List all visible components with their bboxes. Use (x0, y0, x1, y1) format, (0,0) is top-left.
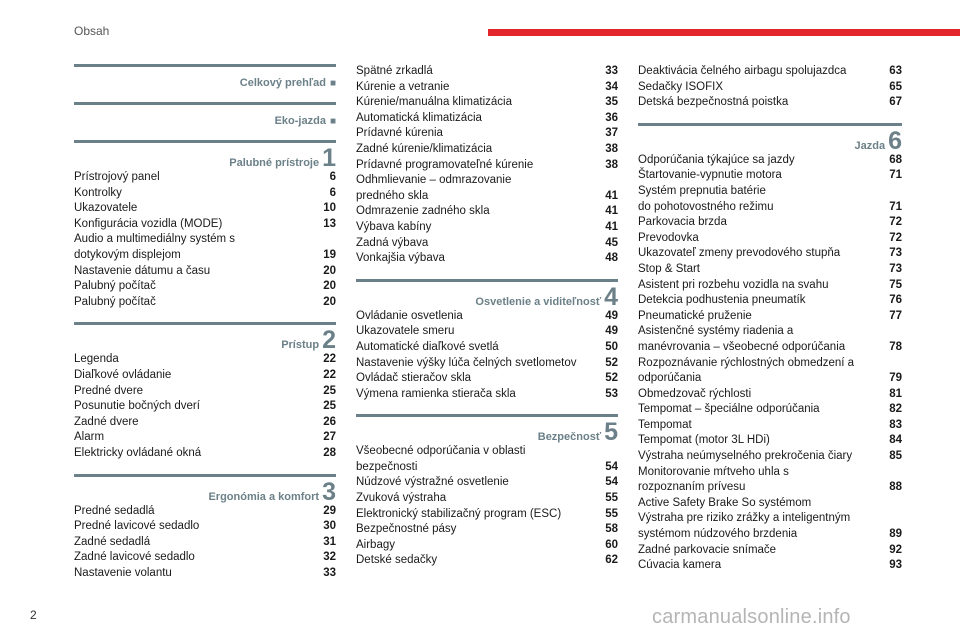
toc-entry[interactable] (638, 246, 902, 262)
toc-entry-text: Elektricky ovládané okná (74, 446, 202, 459)
toc-entry[interactable] (638, 184, 902, 200)
toc-entry-text: Nastavenie volantu (74, 566, 172, 579)
toc-entry-text: Cúvacia kamera (638, 559, 722, 572)
toc-entry[interactable] (638, 402, 902, 418)
toc-entry[interactable] (74, 170, 336, 186)
toc-entry-page: 22 (323, 353, 336, 366)
toc-entry[interactable] (356, 126, 618, 142)
section-title: Palubné prístroje (229, 157, 320, 169)
toc-entry-page: 50 (605, 340, 618, 353)
toc-entry-text: Elektronický stabilizačný program (ESC) (356, 507, 562, 520)
toc-entry[interactable] (356, 173, 618, 189)
toc-entry-text: Detekcia podhustenia pneumatík (638, 294, 806, 307)
toc-entry[interactable] (638, 293, 902, 309)
section-title: Prístup (281, 339, 320, 352)
toc-entry-page: 76 (889, 294, 902, 307)
toc-entry-page: 85 (889, 450, 902, 463)
toc-entry-page: 25 (323, 400, 336, 413)
toc-entry[interactable] (638, 168, 902, 184)
toc-entry-page: 83 (889, 418, 902, 431)
toc-entry-text: Rozpoznávanie rýchlostných obmedzení a (638, 356, 855, 369)
toc-entry-text: Systém prepnutia batérie (638, 184, 766, 197)
toc-entry[interactable] (356, 204, 618, 220)
toc-entry-page: 72 (889, 216, 902, 229)
toc-entry-text: Ukazovatele smeru (356, 325, 455, 338)
toc-entry[interactable] (356, 236, 618, 252)
toc-entry-text: Palubný počítač (74, 280, 156, 293)
toc-entry-page: 78 (889, 340, 902, 353)
entry-list (638, 64, 902, 111)
toc-entry[interactable] (356, 189, 618, 205)
toc-entry-text: Tempomat – špeciálne odporúčania (638, 403, 820, 416)
toc-entry-text: Prístrojový panel (74, 171, 160, 183)
toc-entry-text: Predné dvere (74, 384, 144, 397)
toc-entry[interactable] (638, 262, 902, 278)
toc-entry-page: 53 (605, 387, 618, 400)
toc-entry[interactable] (356, 111, 618, 127)
toc-entry-text: Sedačky ISOFIX (638, 80, 724, 93)
toc-entry-text: Active Safety Brake So systémom (638, 496, 812, 509)
toc-entry-text: Zadné dvere (74, 415, 139, 428)
toc-entry-text: Monitorovanie mŕtveho uhla s (638, 465, 789, 478)
toc-entry[interactable] (356, 356, 618, 372)
toc-entry-page: 84 (889, 434, 902, 447)
section-header[interactable] (74, 140, 336, 170)
toc-entry-page: 54 (605, 460, 618, 473)
toc-entry[interactable] (638, 95, 902, 111)
toc-column-2 (356, 64, 618, 581)
toc-entry[interactable] (638, 465, 902, 481)
toc-entry-page: 29 (323, 504, 336, 517)
toc-entry[interactable] (356, 522, 618, 538)
toc-entry-text: do pohotovostného režimu (638, 200, 774, 213)
section-number: 3 (322, 477, 336, 506)
toc-entry-page: 6 (329, 186, 336, 199)
toc-entry-page: 68 (889, 153, 902, 166)
toc-entry[interactable] (356, 387, 618, 403)
toc-entry[interactable] (638, 64, 902, 80)
toc-entry-page: 22 (323, 368, 336, 381)
toc-entry[interactable] (74, 248, 336, 264)
toc-entry-page: 19 (323, 248, 336, 261)
section-header[interactable] (638, 123, 902, 153)
toc-entry-page: 35 (605, 96, 618, 109)
section-title: Celkový prehľad (239, 77, 326, 89)
toc-entry[interactable] (638, 527, 902, 543)
toc-entry[interactable] (638, 543, 902, 559)
toc-entry[interactable] (74, 368, 336, 384)
toc-entry-page: 67 (889, 96, 902, 109)
toc-entry-text: Kontrolky (74, 186, 122, 199)
toc-entry[interactable] (638, 387, 902, 403)
toc-entry-text: Zadné kúrenie/klimatizácia (356, 142, 493, 155)
toc-entry-text: Kúrenie a vetranie (356, 80, 450, 93)
toc-entry[interactable] (638, 340, 902, 356)
section-header[interactable] (356, 279, 618, 309)
section-title: Bezpečnosť (537, 431, 602, 444)
toc-entry-text: Deaktivácia čelného airbagu spolujazdca (638, 65, 847, 77)
toc-entry[interactable] (356, 460, 618, 476)
toc-entry[interactable] (638, 215, 902, 231)
toc-entry-text: bezpečnosti (356, 460, 418, 473)
toc-entry[interactable] (638, 324, 902, 340)
toc-entry-page: 93 (889, 559, 902, 572)
toc-entry-page: 31 (323, 535, 336, 548)
toc-entry[interactable] (74, 535, 336, 551)
toc-entry-text: Predné lavicové sedadlo (74, 520, 200, 533)
page-header-title: Obsah (74, 24, 110, 38)
toc-entry[interactable] (356, 324, 618, 340)
toc-entry-text: Vonkajšia výbava (356, 252, 445, 265)
toc-entry-page: 6 (329, 171, 336, 183)
toc-entry-text: Predné sedadlá (74, 504, 155, 517)
toc-entry-text: Detské sedačky (356, 554, 438, 567)
toc-entry-page: 33 (605, 65, 618, 77)
toc-entry-page: 32 (323, 551, 336, 564)
toc-entry-text: Automatická klimatizácia (356, 111, 482, 124)
toc-entry-page: 36 (605, 111, 618, 124)
toc-entry[interactable] (356, 444, 618, 460)
toc-entry-page: 13 (323, 217, 336, 230)
toc-entry-page: 20 (323, 295, 336, 308)
section-title: Jazda (854, 139, 886, 152)
toc-entry-text: Zvuková výstraha (356, 492, 447, 505)
toc-entry[interactable] (356, 371, 618, 387)
toc-entry-page: 38 (605, 158, 618, 171)
toc-entry-page: 34 (605, 80, 618, 93)
toc-entry-text: Diaľkové ovládanie (74, 368, 172, 381)
toc-entry-text: Detská bezpečnostná poistka (638, 96, 789, 109)
toc-entry-text: Posunutie bočných dverí (74, 400, 200, 413)
toc-entry-text: Zadná výbava (356, 236, 429, 249)
toc-entry-page: 55 (605, 492, 618, 505)
toc-entry[interactable] (356, 64, 618, 80)
toc-entry[interactable] (638, 278, 902, 294)
toc-entry-page: 82 (889, 403, 902, 416)
toc-entry-text: Štartovanie-vypnutie motora (638, 169, 782, 182)
toc-entry-page: 63 (889, 65, 902, 77)
section-header[interactable] (74, 64, 336, 90)
toc-entry-text: dotykovým displejom (74, 248, 181, 261)
square-icon: ■ (329, 78, 336, 89)
toc-entry-text: Prevodovka (638, 231, 699, 244)
toc-entry-page: 10 (323, 202, 336, 215)
toc-entry-text: rozpoznaním prívesu (638, 481, 746, 494)
entry-list (74, 504, 336, 582)
toc-entry[interactable] (638, 371, 902, 387)
toc-entry-text: Odmrazenie zadného skla (356, 205, 490, 218)
section-2 (74, 322, 336, 461)
entry-list (638, 153, 902, 574)
section-title: Ergonómia a komfort (208, 490, 320, 503)
toc-entry-page: 52 (605, 372, 618, 385)
toc-entry-text: Audio a multimediálny systém s (74, 233, 236, 246)
toc-entry-page: 25 (323, 384, 336, 397)
toc-entry-page: 37 (605, 127, 618, 140)
toc-entry[interactable] (356, 95, 618, 111)
section-title: Eko-jazda (274, 115, 326, 127)
toc-entry[interactable] (74, 504, 336, 520)
toc-entry-page: 73 (889, 247, 902, 260)
section-6 (638, 123, 902, 574)
toc-entry-text: Zadné sedadlá (74, 535, 151, 548)
toc-entry-page: 48 (605, 252, 618, 265)
toc-entry[interactable] (74, 217, 336, 233)
section-header[interactable] (74, 474, 336, 504)
toc-entry-text: Ukazovatele (74, 202, 138, 215)
section-title: Osvetlenie a viditeľnosť (475, 295, 602, 308)
toc-entry[interactable] (74, 550, 336, 566)
section-header[interactable] (74, 102, 336, 128)
toc-entry-text: Tempomat (motor 3L HDi) (638, 434, 770, 447)
section-1 (74, 140, 336, 310)
toc-entry-text: predného skla (356, 189, 429, 202)
section-number: 1 (322, 144, 336, 172)
toc-entry[interactable] (638, 433, 902, 449)
toc-entry-text: Prídavné kúrenia (356, 127, 443, 140)
toc-entry[interactable] (74, 399, 336, 415)
toc-entry-text: manévrovania – všeobecné odporúčania (638, 340, 846, 353)
toc-entry-text: systémom núdzového brzdenia (638, 528, 798, 541)
toc-entry-text: Bezpečnostné pásy (356, 523, 457, 536)
square-icon: ■ (329, 116, 336, 127)
toc-entry[interactable] (356, 538, 618, 554)
toc-entry-page: 28 (323, 446, 336, 459)
toc-entry-page: 77 (889, 309, 902, 322)
toc-entry[interactable] (638, 480, 902, 496)
section-3 (74, 474, 336, 582)
section-5 (356, 414, 618, 569)
toc-entry[interactable] (356, 158, 618, 174)
toc-entry-page: 45 (605, 236, 618, 249)
toc-entry[interactable] (74, 415, 336, 431)
section-eko (74, 102, 336, 128)
section-number: 4 (604, 282, 618, 311)
toc-entry-text: Zadné lavicové sedadlo (74, 551, 195, 564)
toc-column-3 (638, 64, 902, 586)
toc-entry-page: 49 (605, 309, 618, 322)
section-number: 5 (604, 418, 618, 447)
toc-entry[interactable] (356, 491, 618, 507)
toc-entry-text: Alarm (74, 431, 105, 444)
entry-list (356, 444, 618, 569)
section-4 (356, 279, 618, 403)
toc-entry-page: 30 (323, 520, 336, 533)
section-number: 6 (888, 126, 902, 155)
entry-list (356, 64, 618, 267)
toc-entry-text: Ovládanie osvetlenia (356, 309, 463, 322)
toc-entry-page: 38 (605, 142, 618, 155)
toc-entry-text: odporúčania (638, 372, 702, 385)
toc-entry[interactable] (638, 309, 902, 325)
toc-entry-text: Konfigurácia vozidla (MODE) (74, 217, 223, 230)
toc-entry[interactable] (356, 309, 618, 325)
watermark: carmanualsonline.info (652, 606, 851, 628)
toc-entry[interactable] (74, 186, 336, 202)
toc-entry[interactable] (638, 200, 902, 216)
entry-list (74, 352, 336, 461)
toc-entry-page: 27 (323, 431, 336, 444)
toc-entry-text: Prídavné programovateľné kúrenie (356, 158, 534, 171)
toc-entry[interactable] (74, 279, 336, 295)
entry-list (356, 309, 618, 403)
toc-entry[interactable] (74, 295, 336, 311)
toc-entry-text: Výstraha neúmyselného prekročenia čiary (638, 450, 853, 463)
toc-entry-page: 62 (605, 554, 618, 567)
toc-entry-text: Stop & Start (638, 262, 701, 275)
toc-entry-page: 49 (605, 325, 618, 338)
toc-entry[interactable] (356, 475, 618, 491)
toc-entry-page: 92 (889, 543, 902, 556)
toc-entry-text: Nastavenie dátumu a času (74, 264, 211, 277)
toc-entry[interactable] (74, 201, 336, 217)
section-number: 2 (322, 326, 336, 355)
toc-entry[interactable] (356, 507, 618, 523)
toc-entry-text: Výstraha pre riziko zrážky a inteligentným (638, 512, 851, 525)
section-header[interactable] (356, 414, 618, 447)
toc-entry-page: 52 (605, 356, 618, 369)
toc-entry[interactable] (638, 449, 902, 465)
entry-list (74, 170, 336, 310)
toc-entry[interactable] (74, 264, 336, 280)
toc-entry[interactable] (638, 231, 902, 247)
toc-entry-text: Výbava kabíny (356, 220, 432, 233)
toc-entry[interactable] (74, 446, 336, 462)
toc-entry-page: 33 (323, 566, 336, 579)
toc-entry[interactable] (74, 430, 336, 446)
toc-entry-page: 26 (323, 415, 336, 428)
toc-entry[interactable] (356, 340, 618, 356)
page-number: 2 (30, 608, 37, 622)
toc-entry[interactable] (74, 384, 336, 400)
toc-entry[interactable] (638, 153, 902, 169)
toc-entry-page: 88 (889, 481, 902, 494)
toc-entry-page: 41 (605, 189, 618, 202)
toc-entry-text: Núdzové výstražné osvetlenie (356, 476, 509, 489)
section-prehlad (74, 64, 336, 90)
toc-entry-page: 54 (605, 476, 618, 489)
toc-entry-text: Výmena ramienka stierača skla (356, 387, 516, 400)
toc-entry[interactable] (74, 566, 336, 582)
toc-entry-page: 65 (889, 80, 902, 93)
toc-entry[interactable] (356, 553, 618, 569)
toc-entry-text: Palubný počítač (74, 295, 156, 308)
toc-entry-page: 72 (889, 231, 902, 244)
toc-entry[interactable] (74, 519, 336, 535)
toc-entry-page: 89 (889, 528, 902, 541)
toc-entry-text: Automatické diaľkové svetlá (356, 340, 499, 353)
toc-entry-text: Obmedzovač rýchlosti (638, 387, 752, 400)
toc-entry-text: Asistent pri rozbehu vozidla na svahu (638, 278, 829, 291)
toc-entry-page: 41 (605, 205, 618, 218)
toc-entry-page: 71 (889, 169, 902, 182)
toc-entry-text: Všeobecné odporúčania v oblasti (356, 445, 526, 458)
toc-entry-page: 55 (605, 507, 618, 520)
toc-entry-text: Airbagy (356, 538, 395, 551)
toc-entry-text: Zadné parkovacie snímače (638, 543, 777, 556)
toc-entry-page: 60 (605, 538, 618, 551)
toc-entry[interactable] (356, 142, 618, 158)
toc-column-1 (74, 64, 336, 593)
section-header[interactable] (74, 322, 336, 355)
toc-entry-text: Asistenčné systémy riadenia a (638, 325, 794, 338)
header-red-bar (488, 29, 960, 36)
toc-entry-text: Odhmlievanie – odmrazovanie (356, 174, 512, 187)
toc-entry-text: Ovládač stieračov skla (356, 372, 472, 385)
toc-entry-page: 58 (605, 523, 618, 536)
toc-entry-text: Spätné zrkadlá (356, 65, 433, 77)
toc-entry-text: Nastavenie výšky lúča čelných svetlometov (356, 356, 577, 369)
toc-entry-text: Ukazovateľ zmeny prevodového stupňa (638, 247, 841, 260)
toc-entry[interactable] (74, 352, 336, 368)
toc-entry-page: 75 (889, 278, 902, 291)
toc-entry[interactable] (356, 80, 618, 96)
toc-entry-text: Kúrenie/manuálna klimatizácia (356, 96, 512, 109)
toc-entry-page: 41 (605, 220, 618, 233)
toc-entry[interactable] (638, 496, 902, 512)
toc-entry[interactable] (356, 251, 618, 267)
toc-entry[interactable] (638, 80, 902, 96)
toc-entry[interactable] (638, 356, 902, 372)
toc-entry-text: Odporúčania týkajúce sa jazdy (638, 153, 795, 166)
toc-entry-text: Parkovacia brzda (638, 216, 727, 229)
toc-entry-text: Legenda (74, 353, 119, 366)
toc-entry-page: 71 (889, 200, 902, 213)
toc-entry-page: 20 (323, 280, 336, 293)
toc-entry-page: 73 (889, 262, 902, 275)
toc-entry-page: 81 (889, 387, 902, 400)
toc-entry[interactable] (74, 232, 336, 248)
toc-entry-page: 79 (889, 372, 902, 385)
toc-entry[interactable] (638, 511, 902, 527)
toc-entry[interactable] (638, 558, 902, 574)
toc-entry[interactable] (638, 418, 902, 434)
toc-entry-page: 20 (323, 264, 336, 277)
toc-entry[interactable] (356, 220, 618, 236)
toc-entry-text: Pneumatické pruženie (638, 309, 752, 322)
toc-entry-text: Tempomat (638, 418, 692, 431)
